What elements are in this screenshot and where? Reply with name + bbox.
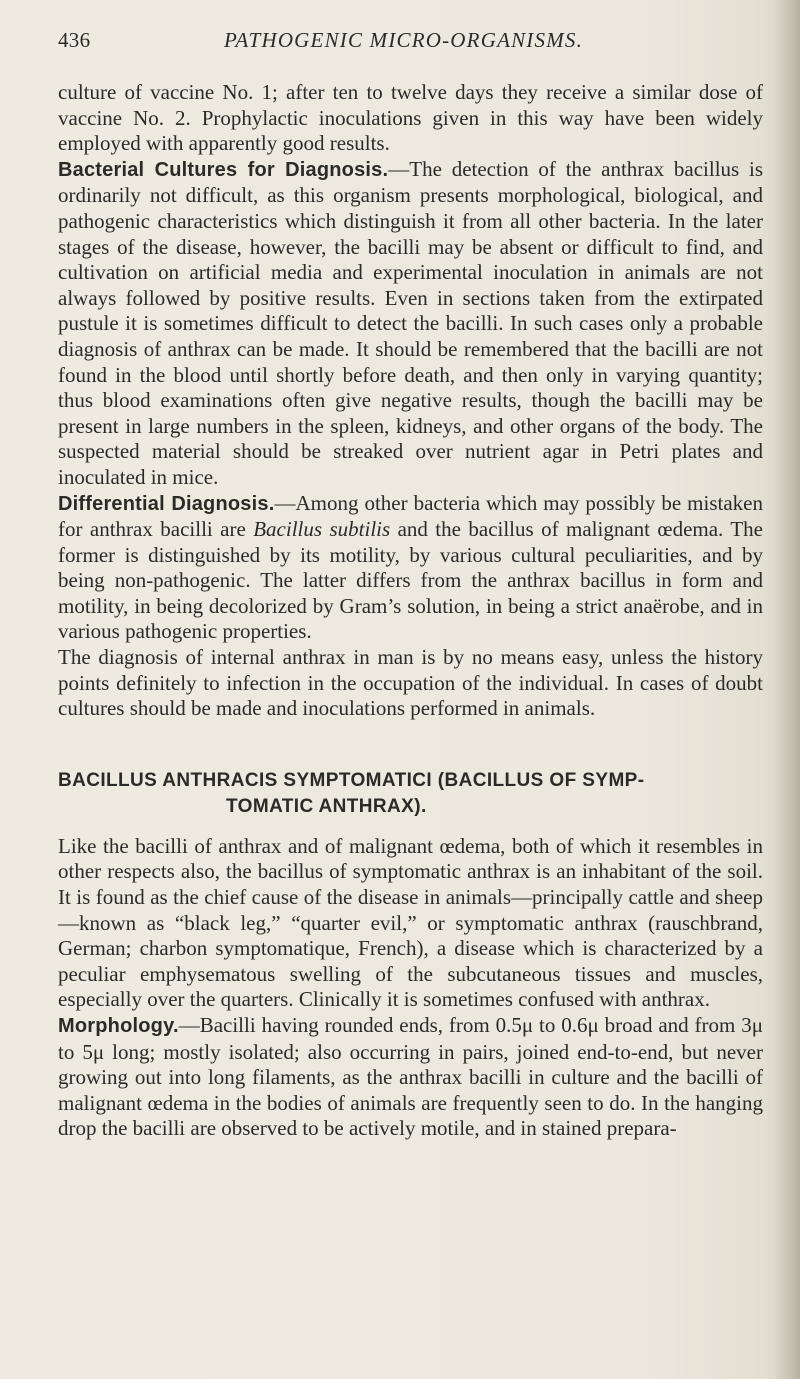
run-in-heading-morphology: Morphology. xyxy=(58,1015,179,1037)
paragraph-morphology xyxy=(58,1013,763,1142)
paragraph-text: —Bacilli having rounded ends, from 0.5μ to 0.6μ broad and from 3μ to 5μ long; mostly isolated; also occurring in pairs, joined end-to-end, but never growing out into long filaments, as the anthrax bacilli in culture and the bacilli of malignant œdema in the bodies of animals are frequently seen to do. In the hanging drop the bacilli are observed to be actively motile, and in stained prepara- xyxy=(58,1013,763,1141)
run-in-heading-differential-diagnosis: Differential Diagnosis. xyxy=(58,492,275,515)
paragraph-text: and the bacillus of malignant œdema. The former is distinguished by its motility, by various cultural peculiarities, and by being non-pathogenic. The latter differs from the anthrax bacillus in form and motility, in being decolorized by Gram’s solution, in being a strict anaërobe, and in various pathogenic properties. xyxy=(58,517,763,644)
paragraph-text: —Among other bacteria which may possibly be mistaken for anthrax bacilli are xyxy=(58,490,763,542)
paragraph-text: The diagnosis of internal anthrax in man is by no means easy, unless the history points definitely to infection in the occupation of the individual. In cases of doubt cultures should be made and inoculations performed in animals. xyxy=(58,645,763,721)
paragraph-vaccine-continuation xyxy=(58,80,763,157)
paragraph-bacterial-cultures xyxy=(58,157,763,491)
paragraph-internal-anthrax xyxy=(58,645,763,722)
run-in-heading-bacterial-cultures: Bacterial Cultures for Diagnosis. xyxy=(58,158,389,181)
running-head xyxy=(58,28,758,58)
paragraph-text: Like the bacilli of anthrax and of malignant œdema, both of which it resembles in other respects also, the bacillus of symptomatic anthrax is an inhabitant of the soil. It is found as the chief cause of the disease in animals—principally cattle and sheep—known as “black leg,” “quarter evil,” or symptomatic anthrax (rauschbrand, German; charbon symptomatique, French), a disease which is characterized by a peculiar emphysematous swelling of the subcutaneous tissues and muscles, especially over the quarters. Clinically it is sometimes confused with anthrax. xyxy=(58,833,763,1012)
page-number: 436 xyxy=(58,28,91,52)
section-heading xyxy=(58,768,763,820)
paragraph-text: culture of vaccine No. 1; after ten to twelve days they receive a similar dose of vaccine No. 2. Prophylactic inoculations given in this way have been widely employed with apparently good results. xyxy=(58,80,763,156)
species-name: Bacillus subtilis xyxy=(253,517,391,542)
running-head-title: PATHOGENIC MICRO-ORGANISMS. xyxy=(224,28,584,52)
section-heading-line-2: TOMATIC ANTHRAX). xyxy=(226,795,427,817)
page-edge-shadow xyxy=(772,0,800,1379)
paragraph-differential-diagnosis xyxy=(58,491,763,646)
paragraph-text: —The detection of the anthrax bacillus is ordinarily not difficult, as this organism presents morphological, biological, and pathogenic characteristics which distinguish it from all other bacteria. In the later stages of the disease, however, the bacilli may be absent or difficult to find, and cultivation on artificial media and experimental inoculation in animals are not always followed by positive results. Even in sections taken from the extirpated pustule it is sometimes difficult to detect the bacilli. In such cases only a probable diagnosis of anthrax can be made. It should be remembered that the bacilli are not found in the blood until shortly before death, and then only in varying quantity; thus blood examinations often give negative results, though the bacilli may be present in large numbers in the spleen, kidneys, and other organs of the body. The suspected material should be streaked over nutrient agar in Petri plates and inoculated in mice. xyxy=(58,156,763,489)
paragraph-symptomatic-anthrax xyxy=(58,834,763,1013)
body-text xyxy=(58,80,763,1142)
section-heading-line-1: BACILLUS ANTHRACIS SYMPTOMATICI (BACILLUS OF SYMP- xyxy=(58,769,645,791)
